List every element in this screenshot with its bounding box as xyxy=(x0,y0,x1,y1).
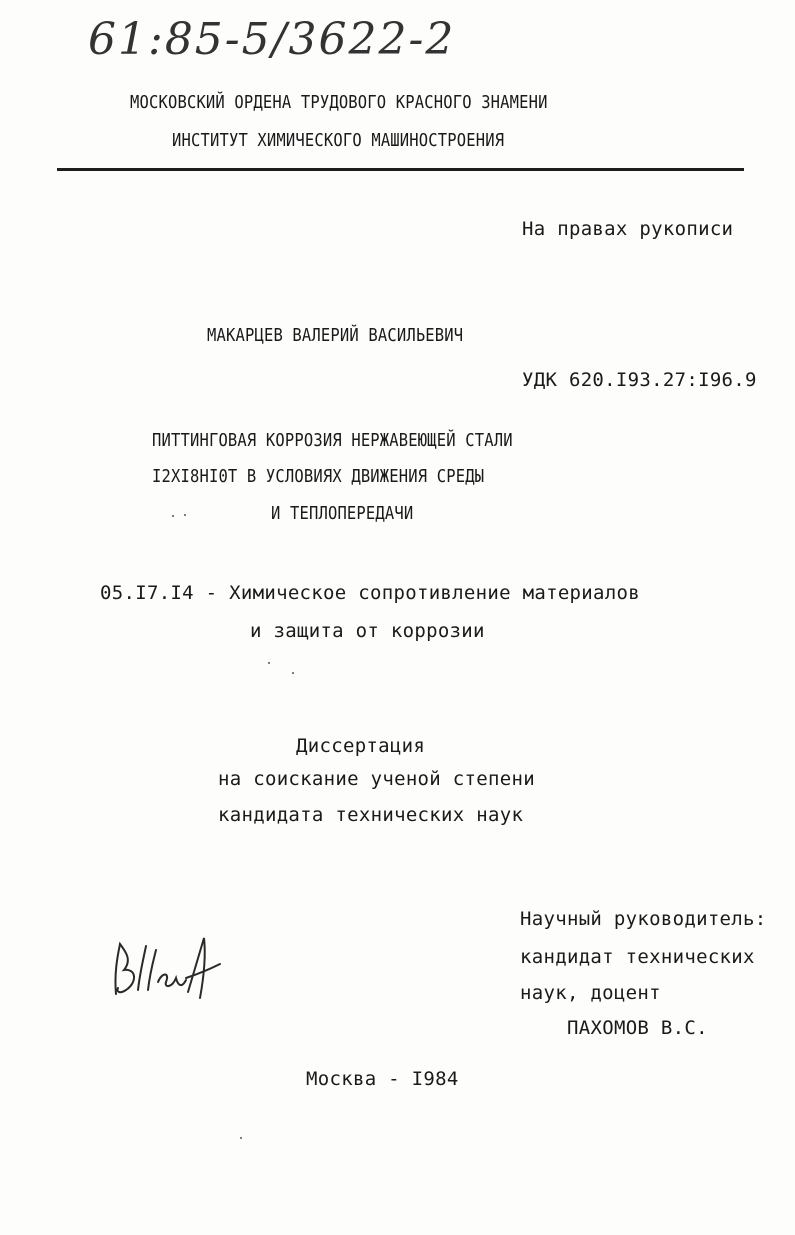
catalog-number: 61:85-5/3622-2 xyxy=(88,14,456,65)
institute-line-1: МОСКОВСКИЙ ОРДЕНА ТРУДОВОГО КРАСНОГО ЗНАМЕНИ xyxy=(130,92,548,113)
supervisor-line-3: наук, доцент xyxy=(520,982,661,1004)
manuscript-rights: На правах рукописи xyxy=(522,218,734,240)
dissertation-line-1: Диссертация xyxy=(296,735,426,757)
dissertation-line-2: на соискание ученой степени xyxy=(218,768,535,790)
header-divider xyxy=(57,168,744,171)
title-line-2: I2XI8HI0T В УСЛОВИЯХ ДВИЖЕНИЯ СРЕДЫ xyxy=(152,466,485,487)
signature xyxy=(108,932,228,1004)
scan-speck xyxy=(172,515,174,517)
city-year: Москва - I984 xyxy=(306,1068,459,1090)
scan-speck xyxy=(268,662,270,664)
supervisor-line-1: Научный руководитель: xyxy=(520,908,767,930)
specialty-line-1: 05.I7.I4 - Химическое сопротивление материалов xyxy=(100,582,640,604)
title-line-3: И ТЕПЛОПЕРЕДАЧИ xyxy=(271,503,414,524)
scan-speck xyxy=(240,1137,242,1139)
scan-speck xyxy=(292,672,294,674)
institute-line-2: ИНСТИТУТ ХИМИЧЕСКОГО МАШИНОСТРОЕНИЯ xyxy=(172,130,505,151)
supervisor-line-4: ПАХОМОВ В.С. xyxy=(567,1017,708,1039)
udc-code: УДК 620.I93.27:I96.9 xyxy=(522,369,757,391)
author-name: МАКАРЦЕВ ВАЛЕРИЙ ВАСИЛЬЕВИЧ xyxy=(207,325,464,346)
supervisor-line-2: кандидат технических xyxy=(520,946,755,968)
scan-speck xyxy=(184,514,186,516)
specialty-line-2: и защита от коррозии xyxy=(250,620,485,642)
title-line-1: ПИТТИНГОВАЯ КОРРОЗИЯ НЕРЖАВЕЮЩЕЙ СТАЛИ xyxy=(152,430,513,451)
dissertation-line-3: кандидата технических наук xyxy=(218,804,524,826)
